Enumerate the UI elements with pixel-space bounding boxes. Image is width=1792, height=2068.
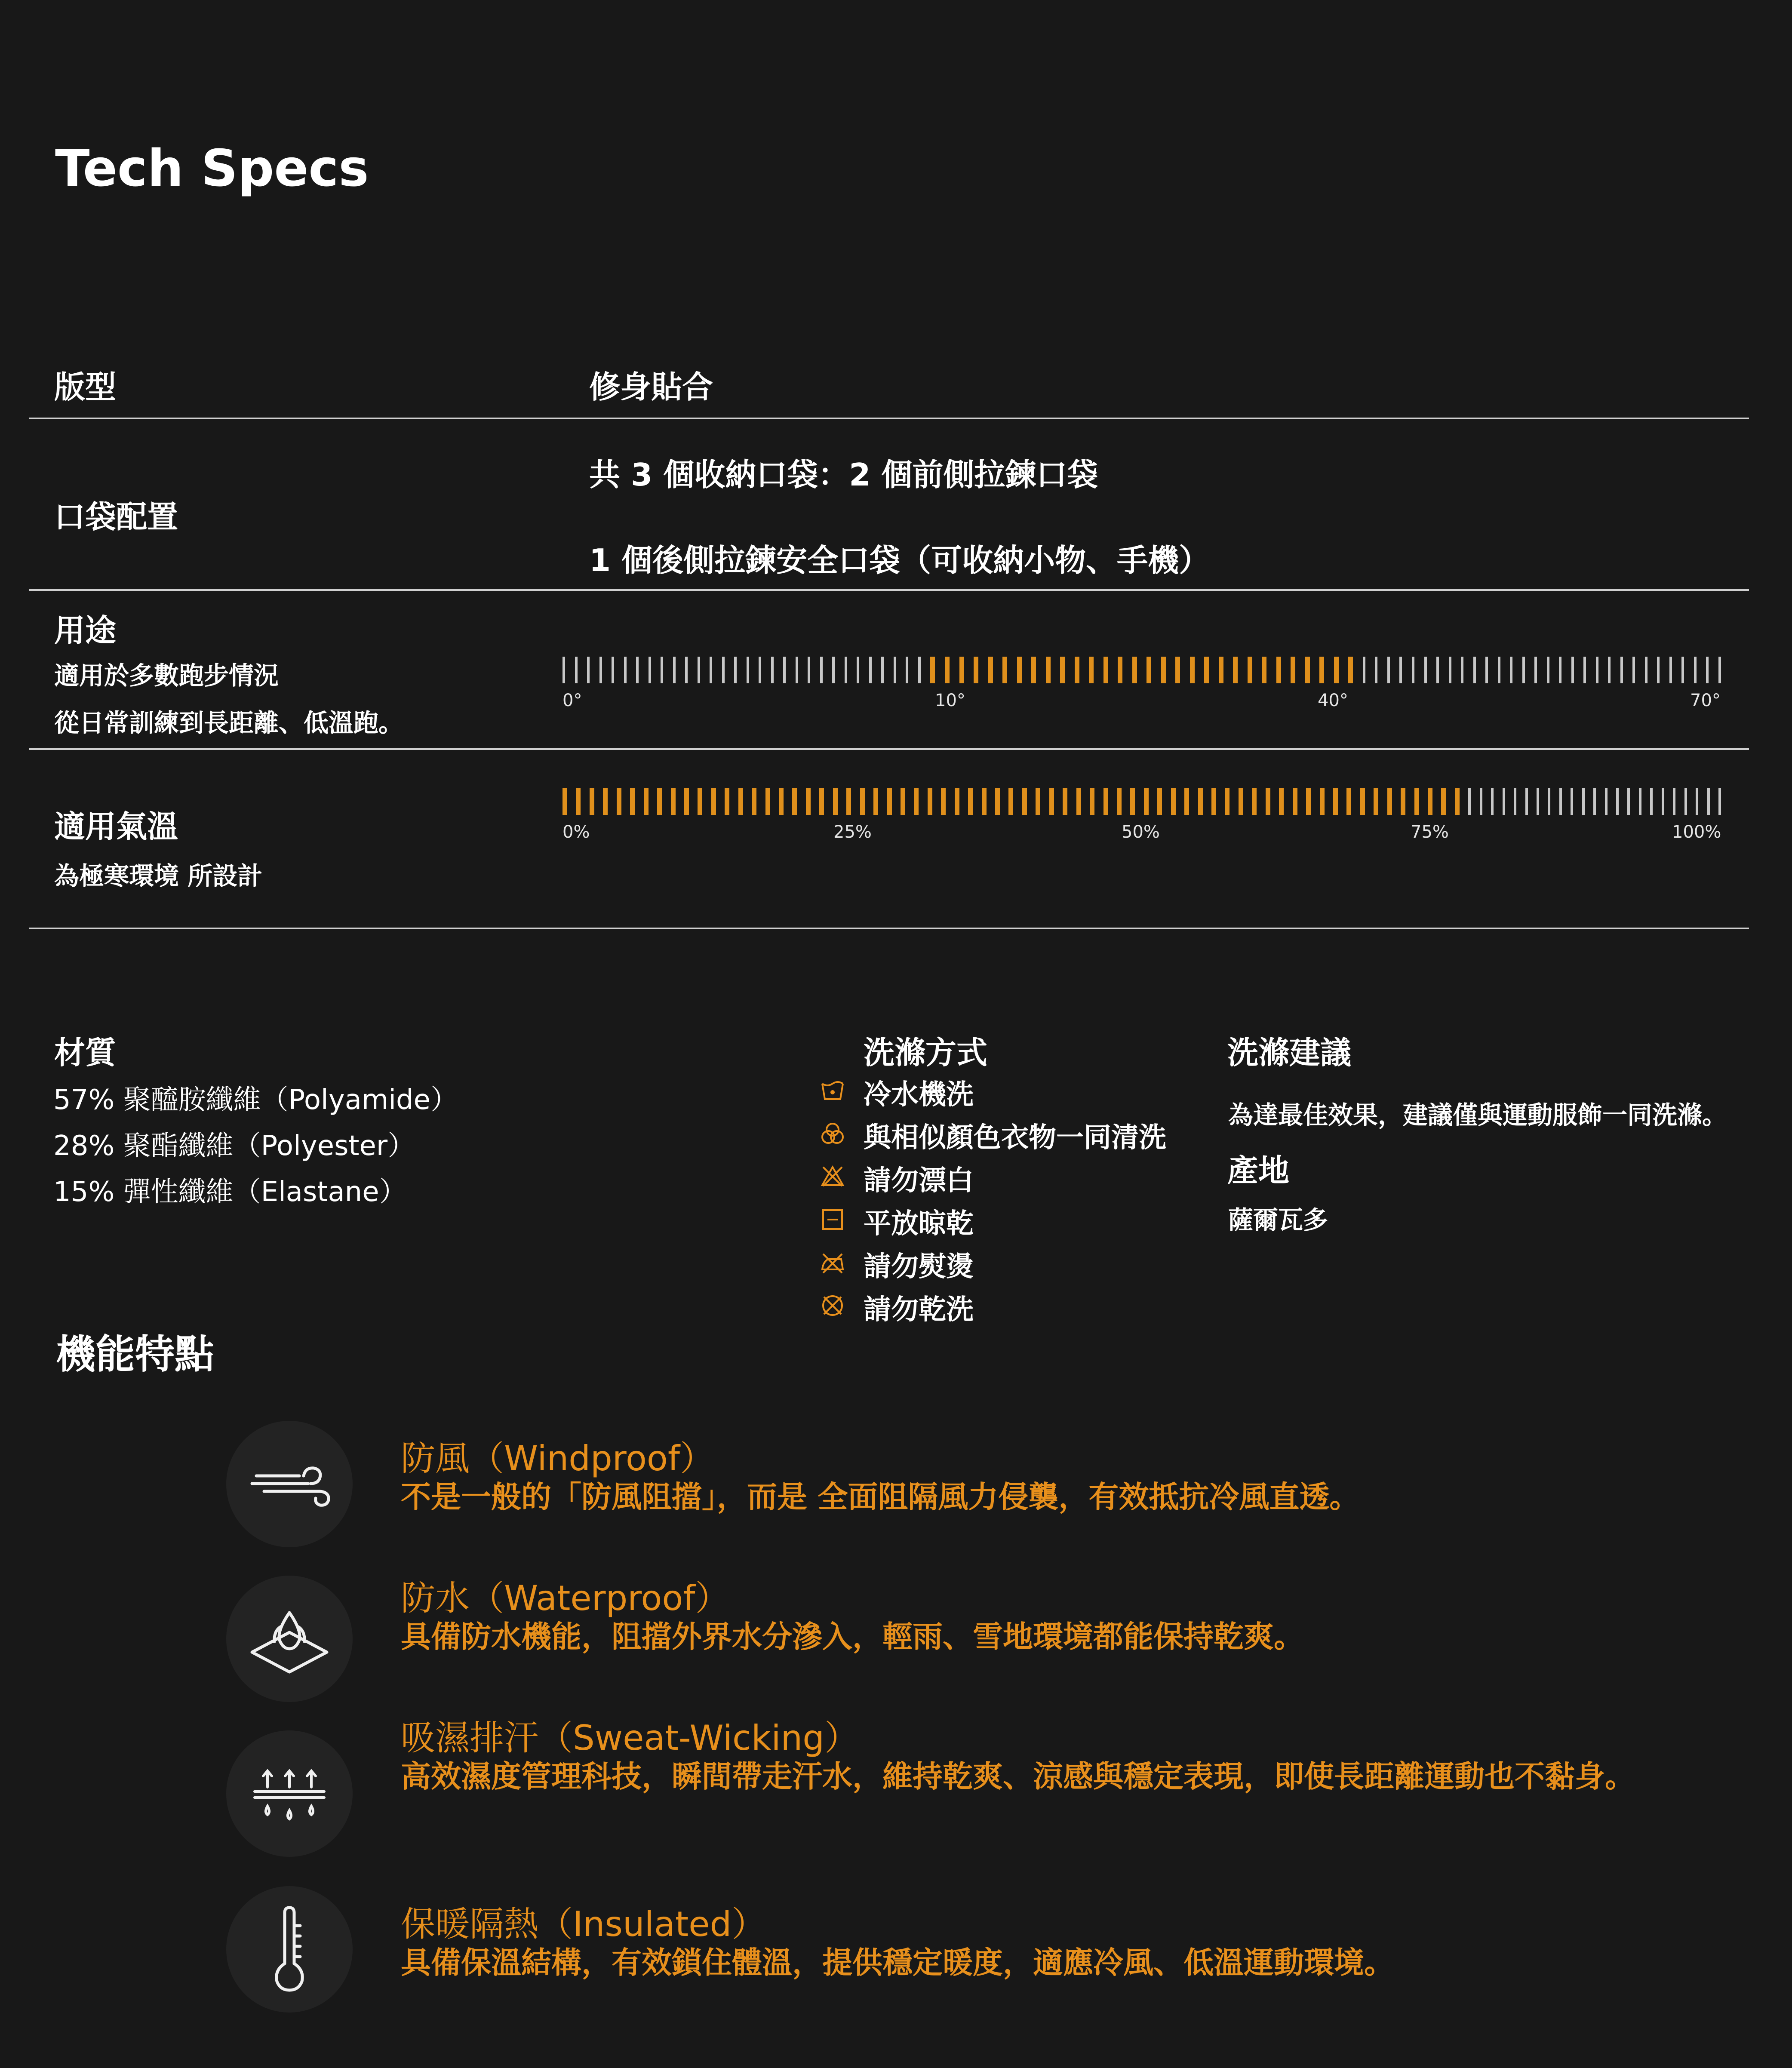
gauge-tick [1537, 788, 1539, 815]
material-item: 15% 彈性纖維（Elastane） [53, 1176, 407, 1208]
feature-description: 不是一般的「防風阻擋」，而是 全面阻隔風力侵襲，有效抵抗冷風直透。 [401, 1479, 1360, 1515]
gauge-tick [1583, 657, 1586, 683]
gauge-tick [1333, 788, 1338, 815]
gauge-tick [1204, 657, 1209, 683]
temperature-gauge-label: 50% [1122, 822, 1160, 842]
gauge-tick [1436, 657, 1439, 683]
fit-label: 版型 [54, 369, 117, 405]
gauge-tick [974, 657, 978, 683]
gauge-tick [1293, 788, 1297, 815]
gauge-tick [725, 788, 729, 815]
material-item: 57% 聚醯胺纖維（Polyamide） [53, 1084, 458, 1116]
fit-value: 修身貼合 [589, 369, 713, 405]
moisture-wicking-icon [226, 1730, 353, 1857]
temperature-gauge-label: 100% [1672, 822, 1721, 842]
gauge-tick [1252, 788, 1257, 815]
gauge-tick [673, 657, 676, 683]
gauge-tick [1605, 788, 1608, 815]
gauge-tick [617, 788, 621, 815]
temperature-gauge-label: 25% [833, 822, 872, 842]
water-drop-layer-icon [226, 1576, 353, 1702]
gauge-tick [988, 657, 993, 683]
gauge-tick [1455, 788, 1460, 815]
gauge-tick [792, 788, 797, 815]
wind-icon [226, 1421, 353, 1547]
feature-title: 防水（Waterproof） [401, 1578, 730, 1618]
gauge-tick [1291, 657, 1295, 683]
gauge-tick [649, 657, 651, 683]
gauge-tick [1681, 657, 1684, 683]
gauge-tick [562, 788, 567, 815]
feature-description: 高效濕度管理科技，瞬間帶走汗水，維持乾爽、涼感與穩定表現，即使長距離運動也不黏身。 [401, 1759, 1635, 1794]
pockets-line-2: 1 個後側拉鍊安全口袋（可收納小物、手機） [589, 542, 1210, 578]
gauge-tick [1103, 657, 1108, 683]
gauge-tick [1211, 788, 1216, 815]
gauge-tick [738, 788, 743, 815]
gauge-tick [644, 788, 649, 815]
gauge-tick [860, 788, 865, 815]
gauge-tick [1645, 657, 1648, 683]
machine-wash-cold-icon [820, 1078, 845, 1103]
gauge-tick [1190, 657, 1195, 683]
gauge-tick [894, 657, 896, 683]
gauge-tick [1248, 657, 1252, 683]
gauge-tick [1117, 788, 1122, 815]
gauge-tick [1547, 657, 1549, 683]
temperature-percent-gauge [562, 788, 1721, 815]
gauge-tick [1319, 657, 1324, 683]
gauge-tick [636, 657, 639, 683]
gauge-tick [1414, 788, 1419, 815]
gauge-tick [1449, 657, 1451, 683]
gauge-tick [1360, 788, 1365, 815]
gauge-tick [575, 657, 578, 683]
gauge-tick [1639, 788, 1641, 815]
gauge-tick [1548, 788, 1550, 815]
gauge-tick [982, 788, 987, 815]
gauge-tick [1175, 657, 1180, 683]
wash-item-label: 冷水機洗 [864, 1079, 974, 1111]
gauge-tick [1491, 788, 1494, 815]
wash-item-label: 請勿乾洗 [864, 1294, 974, 1326]
usage-gauge-label: 40° [1318, 691, 1348, 710]
gauge-tick [796, 657, 798, 683]
gauge-tick [562, 657, 565, 683]
gauge-tick [1002, 657, 1007, 683]
gauge-tick [722, 657, 725, 683]
gauge-tick [587, 657, 590, 683]
gauge-tick [1076, 788, 1081, 815]
gauge-tick [845, 657, 847, 683]
gauge-tick [1363, 657, 1365, 683]
gauge-tick [1616, 788, 1619, 815]
gauge-tick [1706, 657, 1709, 683]
gauge-tick [1559, 788, 1562, 815]
gauge-tick [1514, 788, 1516, 815]
divider [29, 748, 1749, 750]
gauge-tick [928, 788, 932, 815]
gauge-tick [1707, 788, 1710, 815]
divider [29, 589, 1749, 591]
gauge-tick [1412, 657, 1414, 683]
gauge-tick [684, 788, 689, 815]
gauge-tick [1694, 657, 1697, 683]
wash-item-label: 與相似顏色衣物一同清洗 [864, 1122, 1166, 1154]
gauge-tick [1046, 657, 1051, 683]
gauge-tick [959, 657, 964, 683]
gauge-tick [1696, 788, 1698, 815]
temperature-label: 適用氣溫 [54, 808, 178, 845]
gauge-tick [1510, 657, 1512, 683]
gauge-tick [820, 657, 823, 683]
gauge-tick [1593, 788, 1596, 815]
gauge-tick [1608, 657, 1611, 683]
usage-temperature-gauge [562, 657, 1721, 683]
usage-gauge-label: 0° [562, 691, 582, 710]
gauge-tick [1239, 788, 1243, 815]
gauge-tick [1008, 788, 1013, 815]
gauge-tick [1184, 788, 1189, 815]
usage-gauge-label: 70° [1690, 691, 1721, 710]
gauge-tick [1571, 657, 1574, 683]
wash-item-label: 請勿漂白 [864, 1165, 974, 1197]
gauge-tick [599, 657, 602, 683]
do-not-bleach-icon [820, 1164, 845, 1189]
dry-flat-icon [820, 1207, 845, 1232]
gauge-tick [1534, 657, 1537, 683]
gauge-tick [906, 657, 908, 683]
wash-with-like-colors-icon [820, 1121, 845, 1146]
gauge-tick [1219, 657, 1223, 683]
gauge-tick [1346, 788, 1351, 815]
gauge-tick [752, 788, 756, 815]
gauge-tick [1461, 657, 1463, 683]
gauge-tick [1718, 657, 1721, 683]
page-title: Tech Specs [55, 138, 369, 198]
do-not-dry-clean-icon [820, 1293, 845, 1318]
gauge-tick [1225, 788, 1230, 815]
gauge-tick [1049, 788, 1054, 815]
gauge-tick [1089, 657, 1094, 683]
gauge-tick [1075, 657, 1079, 683]
gauge-tick [1022, 788, 1027, 815]
gauge-tick [1662, 788, 1664, 815]
gauge-tick [698, 788, 702, 815]
gauge-tick [734, 657, 737, 683]
wash-item-label: 平放晾乾 [864, 1208, 974, 1240]
gauge-tick [759, 657, 761, 683]
gauge-tick [1620, 657, 1623, 683]
gauge-tick [603, 788, 608, 815]
gauge-tick [671, 788, 676, 815]
wash-title: 洗滌方式 [864, 1035, 988, 1071]
gauge-tick [1498, 657, 1500, 683]
gauge-tick [1279, 788, 1284, 815]
gauge-tick [1334, 657, 1339, 683]
gauge-tick [833, 788, 838, 815]
wash-item-label: 請勿熨燙 [864, 1251, 974, 1283]
gauge-tick [1650, 788, 1653, 815]
gauge-tick [1718, 788, 1721, 815]
gauge-tick [1627, 788, 1630, 815]
gauge-tick [783, 657, 786, 683]
gauge-tick [624, 657, 627, 683]
gauge-tick [657, 788, 662, 815]
gauge-tick [1103, 788, 1108, 815]
gauge-tick [857, 657, 859, 683]
gauge-tick [1503, 788, 1505, 815]
gauge-tick [1060, 657, 1065, 683]
gauge-tick [1387, 657, 1390, 683]
gauge-tick [887, 788, 892, 815]
origin-value: 薩爾瓦多 [1228, 1205, 1328, 1235]
gauge-tick [1017, 657, 1022, 683]
gauge-tick [1657, 657, 1660, 683]
gauge-tick [881, 657, 884, 683]
gauge-tick [1031, 657, 1036, 683]
gauge-tick [941, 788, 946, 815]
gauge-tick [1673, 788, 1675, 815]
gauge-tick [1632, 657, 1635, 683]
gauge-tick [1374, 788, 1378, 815]
usage-desc-line-1: 適用於多數跑步情況 [54, 661, 279, 690]
material-title: 材質 [54, 1035, 117, 1071]
thermometer-icon [226, 1886, 353, 2013]
gauge-tick [918, 657, 921, 683]
gauge-tick [873, 788, 878, 815]
gauge-tick [590, 788, 594, 815]
gauge-tick [1375, 657, 1377, 683]
gauge-tick [1118, 657, 1122, 683]
gauge-tick [1130, 788, 1135, 815]
gauge-tick [1473, 657, 1476, 683]
gauge-tick [1276, 657, 1281, 683]
gauge-tick [630, 788, 635, 815]
divider [29, 418, 1749, 419]
gauge-tick [765, 788, 770, 815]
temperature-gauge-label: 0% [562, 822, 590, 842]
gauge-tick [819, 788, 824, 815]
gauge-tick [955, 788, 959, 815]
gauge-tick [846, 788, 851, 815]
gauge-tick [1132, 657, 1137, 683]
temperature-desc: 為極寒環境 所設計 [54, 861, 263, 891]
gauge-tick [1428, 788, 1432, 815]
gauge-tick [1198, 788, 1203, 815]
usage-label: 用途 [54, 612, 117, 648]
feature-title: 保暖隔熱（Insulated） [401, 1904, 766, 1944]
gauge-tick [711, 788, 716, 815]
gauge-tick [1305, 657, 1310, 683]
gauge-tick [968, 788, 973, 815]
gauge-tick [710, 657, 712, 683]
gauge-tick [1399, 657, 1402, 683]
gauge-tick [1090, 788, 1094, 815]
usage-desc-line-2: 從日常訓練到長距離、低溫跑。 [54, 708, 404, 737]
gauge-tick [901, 788, 905, 815]
do-not-iron-icon [820, 1250, 845, 1275]
gauge-tick [1401, 788, 1405, 815]
pockets-line-1: 共 3 個收納口袋：2 個前側拉鍊口袋 [589, 457, 1098, 493]
gauge-tick [1262, 657, 1266, 683]
origin-title: 產地 [1227, 1152, 1290, 1189]
gauge-tick [1441, 788, 1446, 815]
gauge-tick [1147, 657, 1151, 683]
usage-gauge-label: 10° [935, 691, 965, 710]
advice-text: 為達最佳效果，建議僅與運動服飾一同洗滌。 [1228, 1100, 1727, 1130]
gauge-tick [1063, 788, 1067, 815]
gauge-tick [685, 657, 688, 683]
gauge-tick [930, 657, 935, 683]
gauge-tick [1485, 657, 1488, 683]
gauge-tick [1582, 788, 1585, 815]
gauge-tick [945, 657, 950, 683]
gauge-tick [1571, 788, 1573, 815]
gauge-tick [1424, 657, 1427, 683]
gauge-tick [1596, 657, 1598, 683]
gauge-tick [1036, 788, 1040, 815]
gauge-tick [661, 657, 663, 683]
pockets-label: 口袋配置 [54, 499, 178, 535]
gauge-tick [747, 657, 749, 683]
gauge-tick [779, 788, 784, 815]
gauge-tick [808, 657, 810, 683]
gauge-tick [1669, 657, 1672, 683]
gauge-tick [1684, 788, 1687, 815]
material-item: 28% 聚酯纖維（Polyester） [53, 1130, 415, 1162]
gauge-tick [1348, 657, 1353, 683]
gauge-tick [1525, 788, 1528, 815]
gauge-tick [1266, 788, 1270, 815]
gauge-tick [1559, 657, 1561, 683]
gauge-tick [806, 788, 811, 815]
gauge-tick [869, 657, 872, 683]
advice-title: 洗滌建議 [1227, 1035, 1352, 1071]
feature-title: 吸濕排汗（Sweat-Wicking） [401, 1718, 859, 1758]
gauge-tick [1468, 788, 1471, 815]
gauge-tick [995, 788, 1000, 815]
feature-title: 防風（Windproof） [401, 1438, 715, 1478]
gauge-tick [914, 788, 919, 815]
gauge-tick [1320, 788, 1325, 815]
divider [29, 928, 1749, 929]
gauge-tick [698, 657, 700, 683]
gauge-tick [771, 657, 774, 683]
gauge-tick [576, 788, 581, 815]
gauge-tick [1157, 788, 1162, 815]
temperature-gauge-label: 75% [1411, 822, 1449, 842]
gauge-tick [612, 657, 614, 683]
feature-description: 具備保溫結構，有效鎖住體溫，提供穩定暖度，適應冷風、低溫運動環境。 [401, 1945, 1394, 1980]
gauge-tick [1480, 788, 1482, 815]
gauge-tick [1387, 788, 1392, 815]
gauge-tick [1144, 788, 1149, 815]
features-title: 機能特點 [56, 1331, 215, 1377]
gauge-tick [1306, 788, 1311, 815]
gauge-tick [1161, 657, 1166, 683]
gauge-tick [1233, 657, 1238, 683]
gauge-tick [1522, 657, 1525, 683]
gauge-tick [832, 657, 835, 683]
feature-description: 具備防水機能，阻擋外界水分滲入，輕雨、雪地環境都能保持乾爽。 [401, 1619, 1304, 1654]
gauge-tick [1171, 788, 1176, 815]
